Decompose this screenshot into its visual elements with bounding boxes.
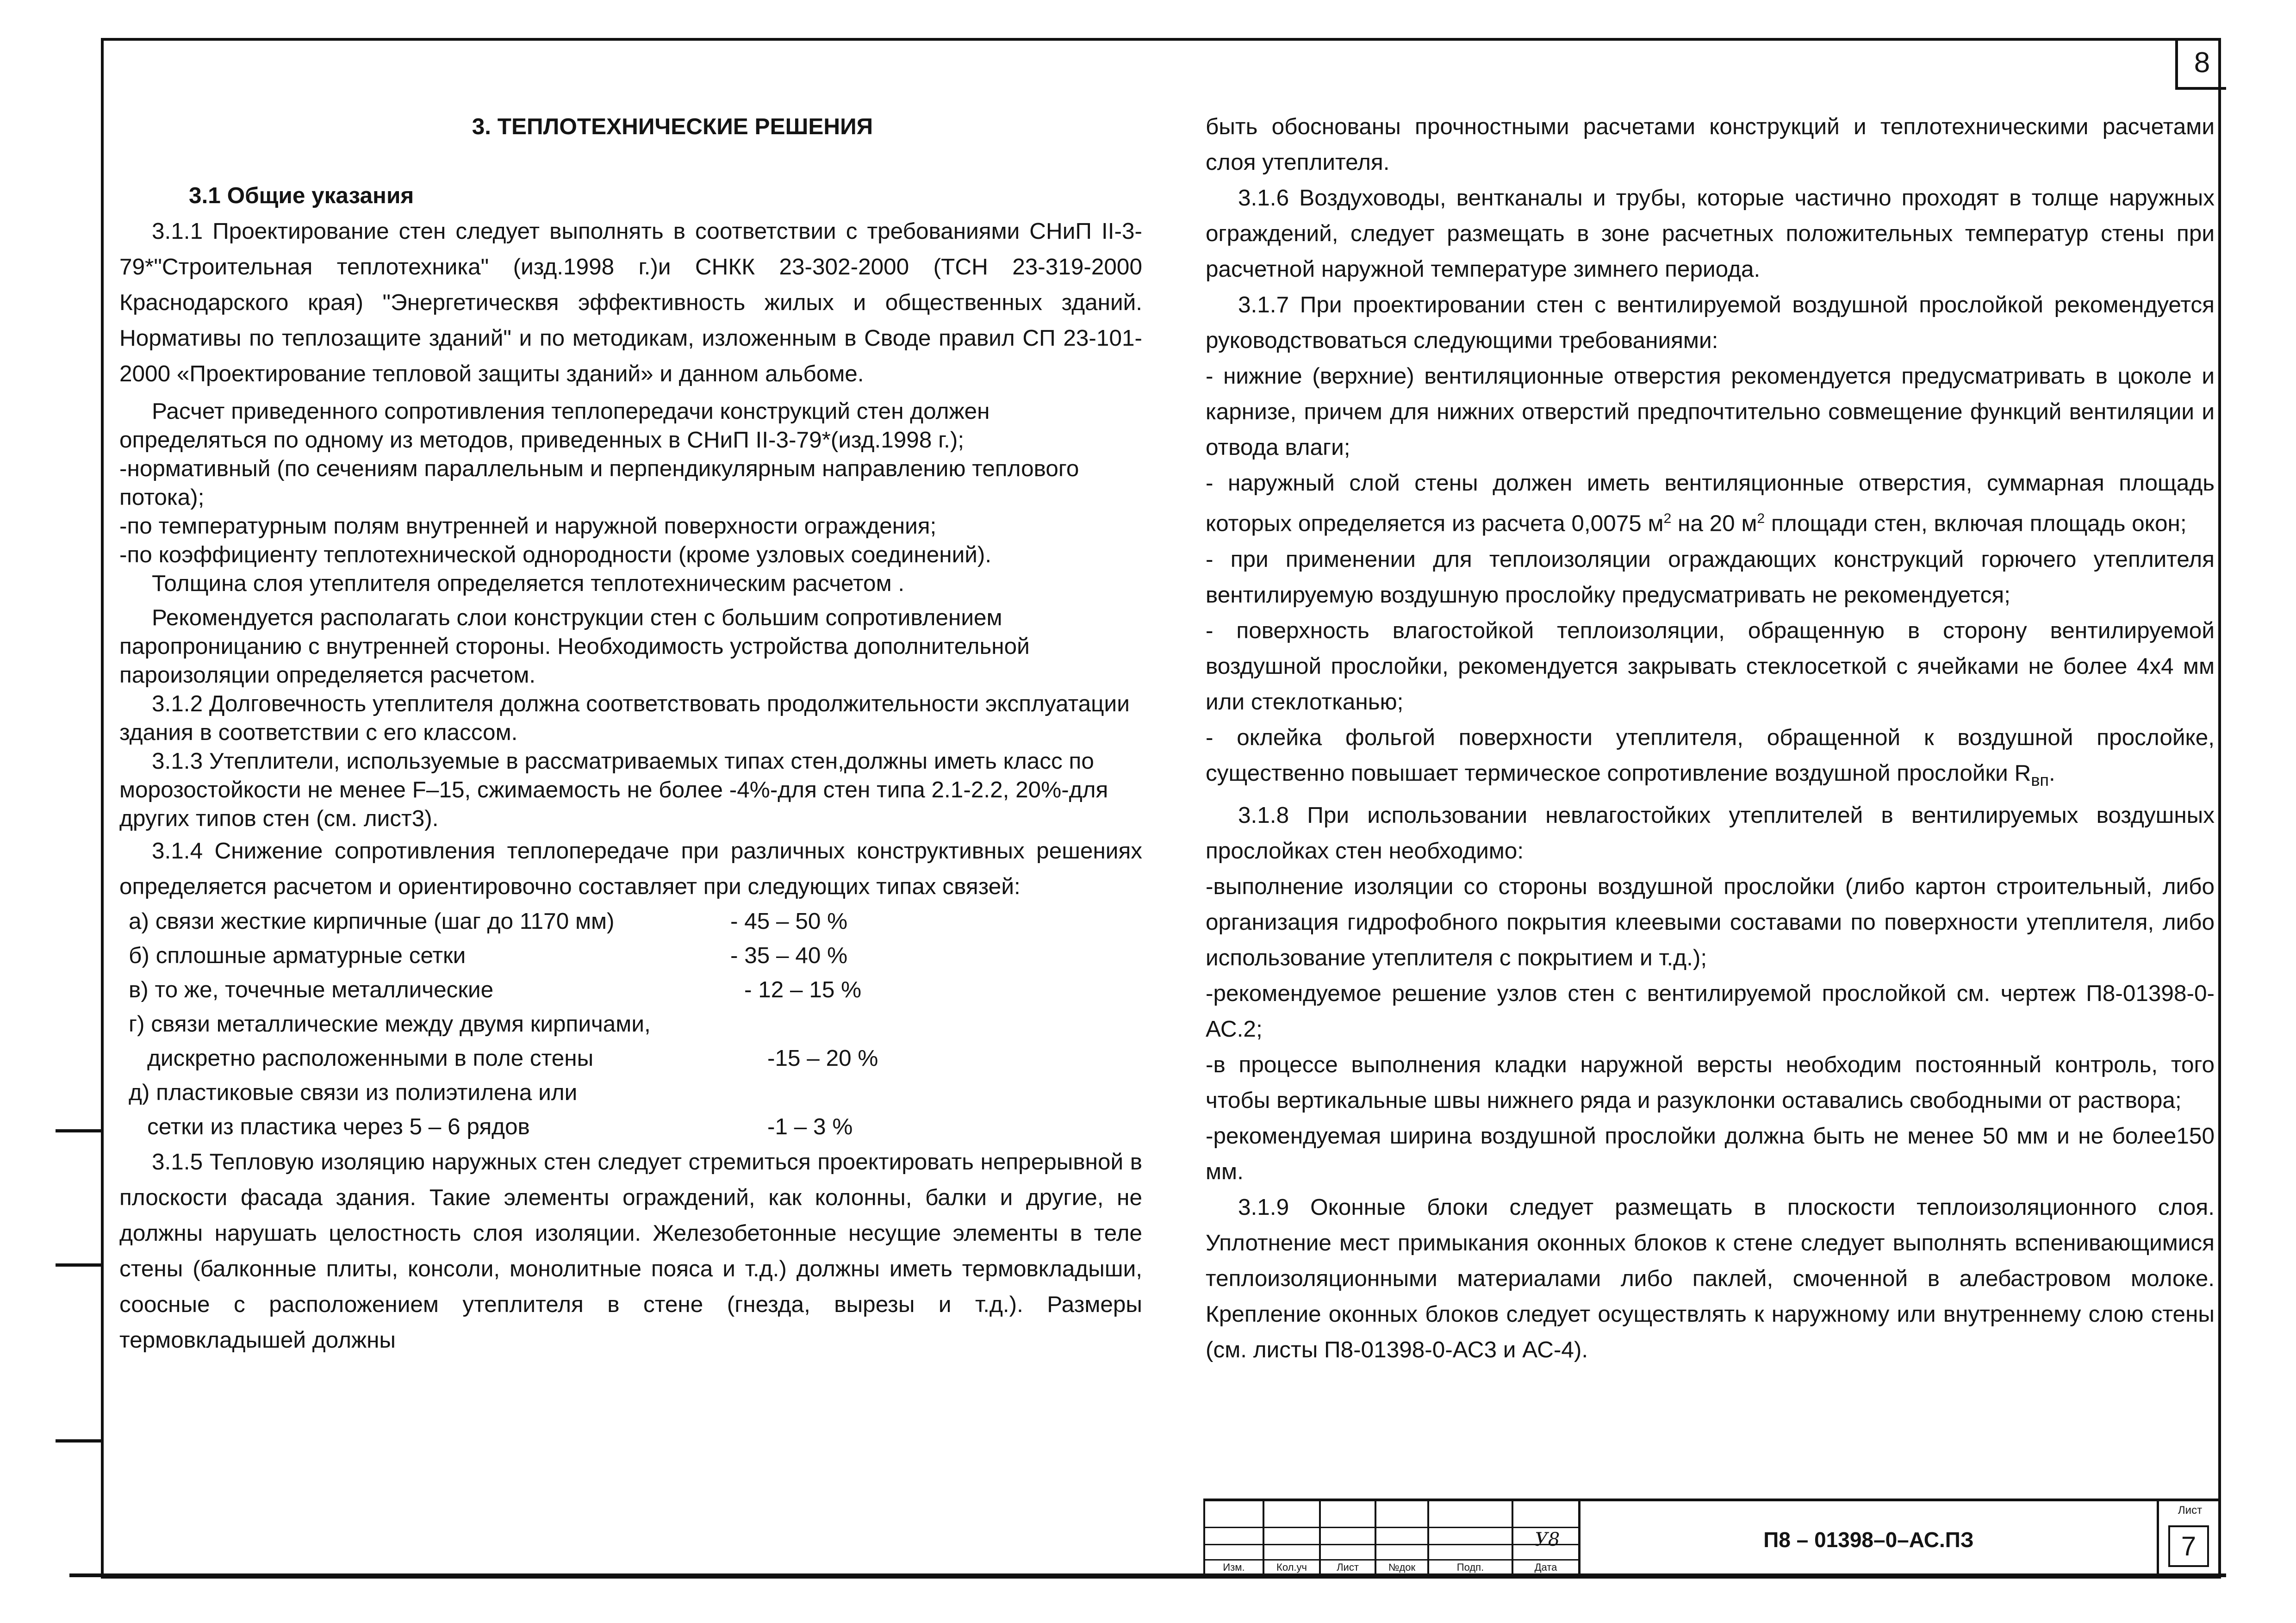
bullet-3: - при применении для теплоизоляции ограждающих конструкций горючего утеплителя вентилируемую воздушную прослойку предусматривать не рекомендуется;	[1206, 546, 2215, 608]
tie-row-e1: д) пластиковые связи из полиэтилена или	[129, 1080, 578, 1105]
label-ndok: №док	[1388, 1561, 1416, 1573]
tie-row-d1: г) связи металлические между двумя кирпичами,	[129, 1011, 651, 1037]
paragraph-recommend: Рекомендуется располагать слои конструкции стен с большим сопротивлением паропроницанию с внутренней стороны. Необходимость устройства дополнительной пароизоляции определяется расчетом.	[119, 605, 1030, 688]
method-2: -по температурным полям внутренней и наружной поверхности ограждения;	[119, 513, 937, 539]
method-3: -по коэффициенту теплотехнической однородности (кроме узловых соединений).	[119, 542, 992, 567]
label-kol-uch: Кол.уч	[1276, 1561, 1307, 1573]
label-podp: Подп.	[1456, 1561, 1484, 1573]
paragraph-calc: Расчет приведенного сопротивления теплопередачи конструкций стен должен определяться по одному из методов, приведенных в СНиП II-3-79*(изд.1998 г.);	[119, 398, 990, 453]
document-code: П8 – 01398–0–АС.ПЗ	[1578, 1501, 2157, 1578]
bullet-4: - поверхность влагостойкой теплоизоляции, обращенную в сторону вентилируемой воздушной прослойки, рекомендуется закрывать стеклосеткой с ячейками не более 4х4 мм или стеклотканью;	[1206, 617, 2215, 715]
paragraph-3-1-2: 3.1.2 Долговечность утеплителя должна соответствовать продолжительности эксплуатации здания в соответствии с его классом.	[119, 691, 1130, 745]
item-3: -в процессе выполнения кладки наружной версты необходим постоянный контроль, того чтобы вертикальные швы нижнего ряда и разуклонки оставались свободными от раствора;	[1206, 1052, 2215, 1113]
paragraph-3-1-7: 3.1.7 При проектировании стен с вентилируемой воздушной прослойкой рекомендуется руководствоваться следующими требованиями:	[1206, 292, 2215, 353]
sheet-label: Лист	[2178, 1504, 2203, 1517]
item-4: -рекомендуемая ширина воздушной прослойки должна быть не менее 50 мм и не более150 мм.	[1206, 1123, 2215, 1185]
paragraph-3-1-3: 3.1.3 Утеплители, используемые в рассматриваемых типах стен,должны иметь класс по морозостойкости не менее F–15, сжимаемость не более -4%-для стен типа 2.1-2.2, 20%-для других типов стен (см. лист3).	[119, 748, 1108, 831]
left-column	[119, 109, 1142, 1358]
paragraph-3-1-8: 3.1.8 При использовании невлагостойких утеплителей в вентилируемых воздушных прослойках стен необходимо:	[1206, 802, 2215, 864]
paragraph-3-1-5: 3.1.5 Тепловую изоляцию наружных стен следует стремиться проектировать непрерывной в плоскости фасада здания. Такие элементы ограждений, как колонны, балки и другие, не должны нарушать целостность слоя изоляции. Железобетонные несущие элементы в теле стены (балконные плиты, консоли, монолитные пояса и т.д.) должны иметь термовкладыши, соосные с расположением утеплителя в стене (гнезда, вырезы и т.д.). Размеры термовкладышей должны	[119, 1149, 1142, 1353]
handwritten-mark: У8	[1535, 1529, 1560, 1550]
title-block-grid	[1203, 1501, 1578, 1578]
item-1: -выполнение изоляции со стороны воздушной прослойки (либо картон строительный, либо организация гидрофобного покрытия клеевыми составами по поверхности утеплителя, либо использование утеплителя с покрытием и т.д.);	[1206, 874, 2215, 971]
tie-row-e2: сетки из пластика через 5 – 6 рядов -1 – 3 %	[147, 1114, 853, 1139]
tie-row-a: а) связи жесткие кирпичные (шаг до 1170 мм) - 45 – 50 %	[129, 908, 848, 934]
margin-tick	[56, 1129, 101, 1132]
paragraph-3-1-9: 3.1.9 Оконные блоки следует размещать в плоскости теплоизоляционного слоя. Уплотнение мест примыкания оконных блоков к стене следует выполнять вспенивающимися теплоизоляционными материалами либо паклей, смоченной в алебастровом молоке. Крепление оконных блоков следует осуществлять к наружному или внутреннему слою стены (см. листы П8-01398-0-АС3 и АС-4).	[1206, 1194, 2215, 1363]
subsection-heading: 3.1 Общие указания	[189, 183, 414, 208]
right-column	[1206, 109, 2215, 1368]
label-izm: Изм.	[1223, 1561, 1245, 1573]
bullet-5: - оклейка фольгой поверхности утеплителя, обращенной к воздушной прослойке, существенно повышает термическое сопротивление воздушной прослойки $R_{вп}$.	[1206, 724, 2215, 790]
margin-tick	[56, 1439, 101, 1443]
sheet-number: 7	[2168, 1525, 2209, 1567]
tie-row-d2: дискретно расположенными в поле стены -15 – 20 %	[147, 1045, 878, 1071]
paragraph-3-1-4: 3.1.4 Снижение сопротивления теплопередаче при различных конструктивных решениях определяется расчетом и ориентировочно составляет при следующих типах связей:	[119, 838, 1142, 899]
label-list: Лист	[1337, 1561, 1359, 1573]
tie-row-c: в) то же, точечные металлические - 12 – 15 %	[129, 977, 862, 1002]
paragraph-3-1-1: 3.1.1 Проектирование стен следует выполнять в соответствии с требованиями СНиП II-3-79*"Строительная теплотехника" (изд.1998 г.)и СНКК 23-302-2000 (ТСН 23-319-2000 Краснодарского края) "Энергетическвя эффективность жилых и общественных зданий. Нормативы по теплозащите зданий" и по методикам, изложенным в Своде правил СП 23-101-2000 «Проектирование тепловой защиты зданий» и данном альбоме.	[119, 218, 1142, 386]
margin-tick	[56, 1263, 101, 1267]
bullet-2: - наружный слой стены должен иметь вентиляционные отверстия, суммарная площадь которых определяется из расчета 0,0075 $м^2$ на 20 $м^2$ площади стен, включая площадь окон;	[1206, 470, 2215, 536]
bullet-1: - нижние (верхние) вентиляционные отверстия рекомендуется предусматривать в цоколе и карнизе, причем для нижних отверстий предпочтительно совмещение функций вентиляции и отвода влаги;	[1206, 363, 2215, 460]
paragraph-3-1-6: 3.1.6 Воздуховоды, вентканалы и трубы, которые частично проходят в толще наружных ограждений, следует размещать в зоне расчетных положительных температур стены при расчетной наружной температуре зимнего периода.	[1206, 185, 2215, 282]
sheet-cell	[2157, 1501, 2221, 1578]
section-heading: 3. ТЕПЛОТЕХНИЧЕСКИЕ РЕШЕНИЯ	[472, 114, 873, 139]
label-data: Дата	[1534, 1561, 1557, 1573]
tie-row-b: б) сплошные арматурные сетки - 35 – 40 %	[129, 943, 848, 968]
paragraph-continued: быть обоснованы прочностными расчетами конструкций и теплотехническими расчетами слоя утеплителя.	[1206, 114, 2215, 175]
top-page-number: 8	[2175, 38, 2226, 90]
title-block	[1203, 1499, 2221, 1578]
method-1: -нормативный (по сечениям параллельным и перпендикулярным направлению теплового потока);	[119, 456, 1079, 510]
item-2: -рекомендуемое решение узлов стен с вентилируемой прослойкой см. чертеж П8-01398-0-АС.2;	[1206, 981, 2215, 1042]
paragraph-thickness: Толщина слоя утеплителя определяется теплотехническим расчетом .	[152, 571, 905, 596]
tie-list	[119, 904, 1142, 1144]
